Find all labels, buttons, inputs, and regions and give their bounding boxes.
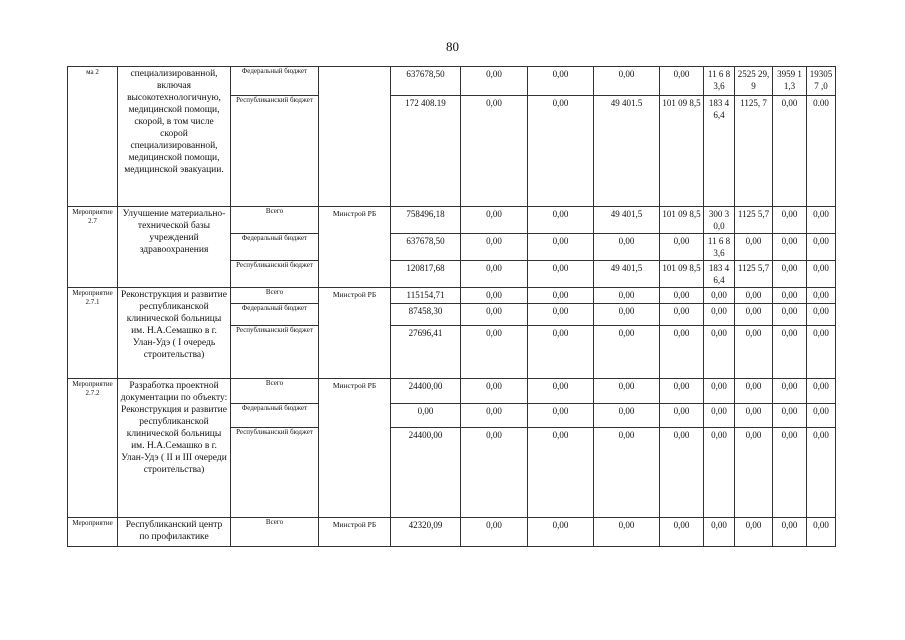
total-cell: 42320,09 [391, 518, 461, 547]
value-cell: 0,00 [660, 404, 704, 428]
activity-code: ма 2 [68, 67, 118, 207]
value-cell: 0,00 [773, 288, 807, 304]
value-cell: 49 401.5 [594, 96, 660, 207]
value-cell: 0,00 [735, 234, 773, 261]
executor: Минстрой РБ [319, 207, 391, 288]
executor: Минстрой РБ [319, 288, 391, 379]
value-cell: 0,00 [528, 404, 594, 428]
value-cell: 11 6 83,6 [704, 234, 735, 261]
value-cell: 0,00 [660, 304, 704, 326]
value-cell: 0,00 [807, 379, 836, 404]
value-cell: 2525 29,9 [735, 67, 773, 96]
value-cell: 1125 5,7 [735, 261, 773, 288]
value-cell: 0,00 [528, 234, 594, 261]
value-cell: 0,00 [528, 288, 594, 304]
table-row [68, 288, 836, 304]
executor [319, 67, 391, 207]
table-row [68, 518, 836, 547]
value-cell: 0,00 [594, 304, 660, 326]
table-row [68, 207, 836, 234]
activity-name: Реконструкция и развитие республиканской клинической больницы им. Н.А.Семашко в г. Улан-Удэ ( I очередь строительства) [118, 288, 231, 379]
total-cell: 24400,00 [391, 379, 461, 404]
value-cell: 0,00 [461, 207, 528, 234]
value-cell: 0,00 [773, 428, 807, 518]
value-cell: 183 46,4 [704, 261, 735, 288]
value-cell: 0,00 [528, 379, 594, 404]
total-cell: 27696,41 [391, 326, 461, 379]
value-cell: 0,00 [528, 96, 594, 207]
funding-source: Всего [231, 288, 319, 304]
value-cell: 0,00 [807, 404, 836, 428]
value-cell: 0,00 [461, 96, 528, 207]
value-cell: 0,00 [773, 207, 807, 234]
funding-source: Федеральный бюджет [231, 304, 319, 326]
activity-name: Разработка проектной документации по объекту: Реконструкция и развитие республиканской клинической больницы им. Н.А.Семашко в г. Улан-Удэ ( II и III очереди строительства) [118, 379, 231, 518]
value-cell: 0,00 [528, 428, 594, 518]
activity-code: Мероприятие 2.7.2 [68, 379, 118, 518]
value-cell: 0,00 [594, 326, 660, 379]
value-cell: 0,00 [528, 207, 594, 234]
value-cell: 0,00 [594, 288, 660, 304]
value-cell: 0,00 [704, 428, 735, 518]
activity-code: Мероприятие 2.7.1 [68, 288, 118, 379]
total-cell: 172 408.19 [391, 96, 461, 207]
value-cell: 0,00 [704, 379, 735, 404]
value-cell: 0,00 [461, 67, 528, 96]
value-cell: 0,00 [594, 234, 660, 261]
value-cell: 0,00 [807, 288, 836, 304]
value-cell: 0,00 [735, 404, 773, 428]
value-cell: 0,00 [735, 288, 773, 304]
funding-source: Республиканский бюджет [231, 428, 319, 518]
value-cell: 0,00 [461, 428, 528, 518]
value-cell: 300 30,0 [704, 207, 735, 234]
activity-code: Мероприятие 2.7 [68, 207, 118, 288]
funding-source: Республиканский бюджет [231, 326, 319, 379]
total-cell: 637678,50 [391, 234, 461, 261]
value-cell: 0,00 [704, 404, 735, 428]
value-cell: 3959 11,3 [773, 67, 807, 96]
value-cell: 0,00 [461, 379, 528, 404]
value-cell: 0,00 [807, 518, 836, 547]
value-cell: 0,00 [807, 326, 836, 379]
total-cell: 637678,50 [391, 67, 461, 96]
value-cell: 0,00 [660, 326, 704, 379]
value-cell: 0,00 [773, 326, 807, 379]
funding-source: Республиканский бюджет [231, 261, 319, 288]
value-cell: 0,00 [704, 288, 735, 304]
executor: Минстрой РБ [319, 518, 391, 547]
total-cell: 87458,30 [391, 304, 461, 326]
page-number: 80 [446, 39, 459, 54]
value-cell: 0,00 [528, 261, 594, 288]
value-cell: 0,00 [461, 404, 528, 428]
value-cell: 193057 ,0 [807, 67, 836, 96]
activity-code: Мероприятие [68, 518, 118, 547]
value-cell: 0,00 [773, 96, 807, 207]
value-cell: 0,00 [773, 379, 807, 404]
funding-source: Федеральный бюджет [231, 404, 319, 428]
value-cell: 0,00 [735, 518, 773, 547]
value-cell: 0,00 [594, 67, 660, 96]
value-cell: 101 09 8,5 [660, 261, 704, 288]
table-row [68, 379, 836, 404]
value-cell: 101 09 8,5 [660, 96, 704, 207]
value-cell: 0,00 [735, 326, 773, 379]
value-cell: 0,00 [807, 207, 836, 234]
value-cell: 0,00 [807, 428, 836, 518]
value-cell: 11 6 83,6 [704, 67, 735, 96]
value-cell: 0,00 [594, 428, 660, 518]
value-cell: 0,00 [773, 404, 807, 428]
total-cell: 115154,71 [391, 288, 461, 304]
value-cell: 49 401,5 [594, 207, 660, 234]
total-cell: 0,00 [391, 404, 461, 428]
funding-source: Федеральный бюджет [231, 234, 319, 261]
value-cell: 0,00 [594, 404, 660, 428]
value-cell: 1125, 7 [735, 96, 773, 207]
value-cell: 1125 5,7 [735, 207, 773, 234]
value-cell: 0,00 [704, 326, 735, 379]
executor: Минстрой РБ [319, 379, 391, 518]
value-cell: 0,00 [660, 67, 704, 96]
value-cell: 0,00 [461, 326, 528, 379]
value-cell: 49 401,5 [594, 261, 660, 288]
value-cell: 0,00 [773, 261, 807, 288]
total-cell: 24400,00 [391, 428, 461, 518]
total-cell: 120817,68 [391, 261, 461, 288]
value-cell: 0,00 [594, 518, 660, 547]
value-cell: 0,00 [807, 304, 836, 326]
value-cell: 0,00 [773, 234, 807, 261]
value-cell: 0.00 [807, 96, 836, 207]
value-cell: 0,00 [660, 518, 704, 547]
value-cell: 183 46,4 [704, 96, 735, 207]
value-cell: 0,00 [704, 518, 735, 547]
value-cell: 0,00 [773, 518, 807, 547]
value-cell: 0,00 [594, 379, 660, 404]
funding-source: Федеральный бюджет [231, 67, 319, 96]
value-cell: 0,00 [461, 304, 528, 326]
value-cell: 0,00 [807, 261, 836, 288]
value-cell: 0,00 [528, 518, 594, 547]
value-cell: 0,00 [735, 304, 773, 326]
value-cell: 0,00 [528, 304, 594, 326]
value-cell: 0,00 [528, 326, 594, 379]
total-cell: 758496,18 [391, 207, 461, 234]
value-cell: 0,00 [528, 67, 594, 96]
value-cell: 0,00 [735, 428, 773, 518]
value-cell: 0,00 [461, 234, 528, 261]
value-cell: 0,00 [660, 379, 704, 404]
value-cell: 101 09 8,5 [660, 207, 704, 234]
funding-source: Республиканский бюджет [231, 96, 319, 207]
value-cell: 0,00 [704, 304, 735, 326]
value-cell: 0,00 [660, 428, 704, 518]
value-cell: 0,00 [807, 234, 836, 261]
value-cell: 0,00 [461, 518, 528, 547]
funding-source: Всего [231, 518, 319, 547]
funding-source: Всего [231, 379, 319, 404]
value-cell: 0,00 [660, 234, 704, 261]
table-row [68, 67, 836, 96]
value-cell: 0,00 [461, 261, 528, 288]
activity-name: Улучшение материально-технической базы учреждений здравоохранения [118, 207, 231, 288]
value-cell: 0,00 [660, 288, 704, 304]
activity-name: специализированной, включая высокотехнологичную, медицинской помощи, скорой, в том числе скорой специализированной, медицинской помощи, медицинской эвакуации. [118, 67, 231, 207]
value-cell: 0,00 [773, 304, 807, 326]
activity-name: Республиканский центр по профилактике [118, 518, 231, 547]
funding-source: Всего [231, 207, 319, 234]
value-cell: 0,00 [461, 288, 528, 304]
budget-table [67, 66, 836, 547]
value-cell: 0,00 [735, 379, 773, 404]
